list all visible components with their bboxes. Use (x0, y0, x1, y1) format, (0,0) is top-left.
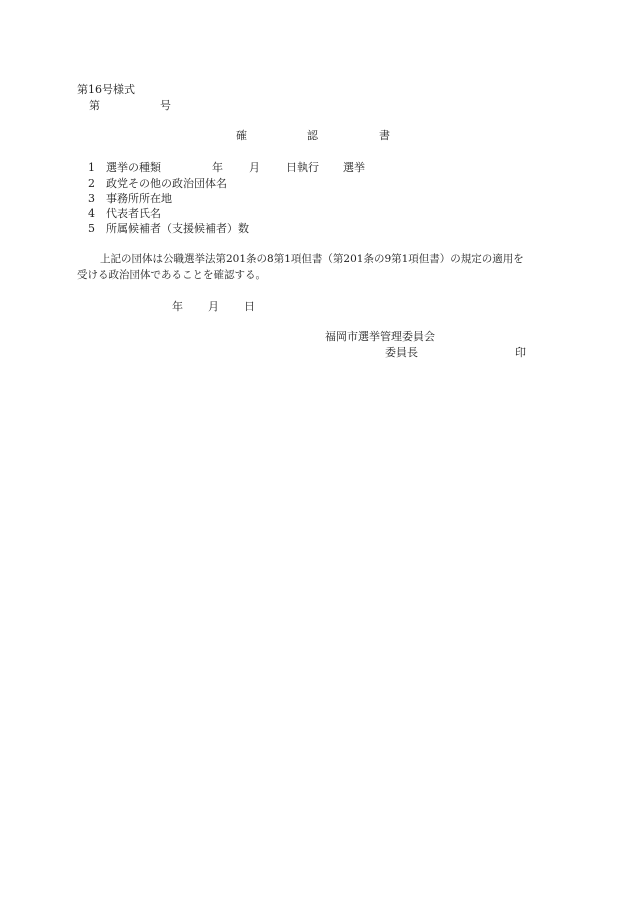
list-item (88, 162, 161, 173)
document-title-char-3: 書 (379, 129, 390, 142)
election-day-executed: 日執行 (286, 161, 319, 174)
ref-number-suffix: 号 (160, 99, 171, 112)
issue-date-day: 日 (244, 300, 255, 313)
list-item (88, 223, 249, 234)
list-item (88, 208, 161, 219)
issuer-organization: 福岡市選挙管理委員会 (325, 330, 435, 343)
document-title-char-1: 確 (236, 129, 247, 142)
document-title-char-2: 認 (307, 129, 318, 142)
list-item-label: 所属候補者（支援候補者）数 (106, 222, 249, 235)
seal-mark: 印 (515, 346, 526, 359)
form-id: 第16号様式 (77, 83, 135, 96)
issue-date-year: 年 (172, 300, 183, 313)
list-item (88, 193, 172, 204)
issue-date-month: 月 (208, 300, 219, 313)
list-item-number: 2 (88, 177, 95, 190)
election-year: 年 (212, 161, 223, 174)
confirmation-body-line-2: 受ける政治団体であることを確認する。 (77, 269, 266, 281)
list-item-number: 1 (88, 161, 95, 174)
confirmation-body-line-1: 上記の団体は公職選挙法第201条の8第1項但書（第201条の9第1項但書）の規定の適用を (100, 253, 524, 265)
list-item-number: 3 (88, 192, 95, 205)
election-suffix: 選挙 (343, 161, 365, 174)
list-item-number: 4 (88, 207, 95, 220)
list-item-label: 選挙の種類 (106, 161, 161, 174)
issuer-role: 委員長 (385, 346, 418, 359)
list-item-label: 代表者氏名 (106, 207, 161, 220)
list-item (88, 178, 227, 189)
list-item-label: 政党その他の政治団体名 (106, 177, 227, 190)
list-item-number: 5 (88, 222, 95, 235)
election-month: 月 (249, 161, 260, 174)
list-item-label: 事務所所在地 (106, 192, 172, 205)
ref-number-prefix: 第 (89, 99, 100, 112)
